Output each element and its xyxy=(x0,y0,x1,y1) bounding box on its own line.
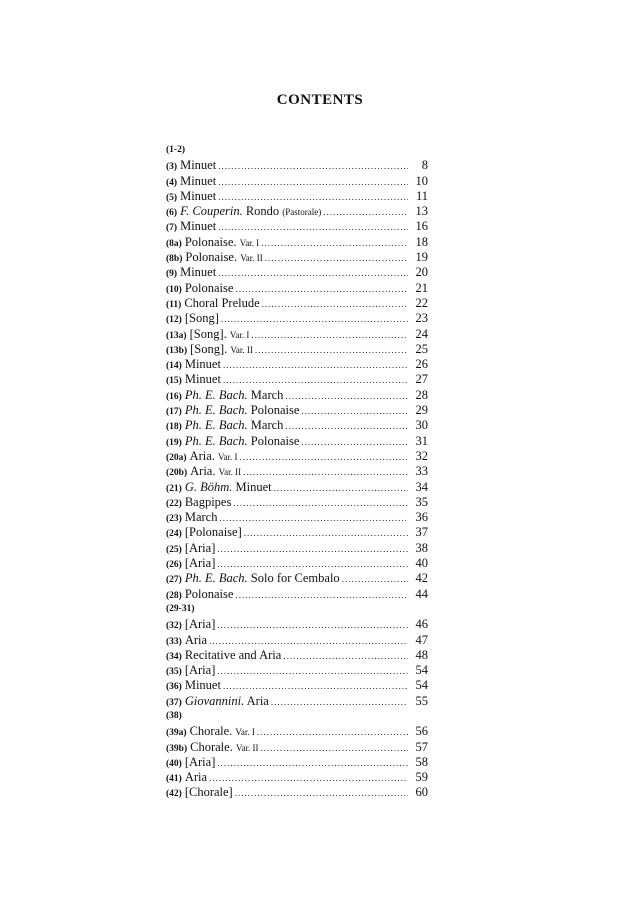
page-number: 60 xyxy=(415,785,428,800)
entry-title-group xyxy=(190,327,250,343)
entry-title-group xyxy=(185,250,262,266)
entry-title: Polonaise xyxy=(250,433,300,448)
toc-entry xyxy=(166,510,428,525)
entry-number: (1-2) xyxy=(166,145,185,155)
entry-composer: G. Böhm. xyxy=(184,479,233,494)
entry-title-group xyxy=(180,265,216,280)
toc-entry xyxy=(166,602,428,617)
entry-number: (34) xyxy=(166,651,182,662)
toc-entry xyxy=(166,189,428,204)
entry-title-group xyxy=(180,204,321,220)
entry-title: Recitative and Aria xyxy=(184,647,282,662)
entry-title: Minuet xyxy=(180,158,217,173)
entry-title-group xyxy=(185,525,242,540)
entry-title-group xyxy=(185,434,300,449)
entry-title-group xyxy=(185,357,221,372)
page-number: 46 xyxy=(415,617,428,632)
entry-title-group xyxy=(185,785,233,800)
dot-leader xyxy=(285,389,408,404)
dot-leader xyxy=(218,220,408,235)
dot-leader xyxy=(301,404,408,419)
contents-list xyxy=(166,143,428,801)
entry-variation: (Pastorale) xyxy=(282,207,322,218)
toc-entry xyxy=(166,648,428,663)
entry-title: Minuet xyxy=(180,173,217,188)
entry-title-group xyxy=(190,342,253,358)
entry-title: March xyxy=(184,510,218,525)
entry-title: Polonaise. xyxy=(184,234,237,249)
dot-leader xyxy=(218,175,408,190)
dot-leader xyxy=(233,496,408,511)
entry-title: [Chorale] xyxy=(184,785,233,800)
dot-leader xyxy=(217,542,408,557)
entry-title: [Aria] xyxy=(184,754,216,769)
entry-number: (17) xyxy=(166,407,182,418)
dot-leader xyxy=(219,511,408,526)
entry-number: (22) xyxy=(166,498,182,509)
entry-title-group xyxy=(185,617,216,632)
entry-title-group xyxy=(180,158,216,173)
entry-composer: Ph. E. Bach. xyxy=(184,433,248,448)
entry-number: (16) xyxy=(166,391,182,402)
dot-leader xyxy=(260,741,408,756)
entry-title: Polonaise. xyxy=(185,250,238,265)
entry-number: (15) xyxy=(166,376,182,387)
entry-title: Aria xyxy=(184,632,208,647)
toc-entry xyxy=(166,250,428,265)
entry-title-group xyxy=(185,587,234,602)
entry-number: (23) xyxy=(166,514,182,525)
page-number: 23 xyxy=(415,311,428,326)
entry-title: Minuet xyxy=(184,372,221,387)
entry-number: (27) xyxy=(166,575,182,586)
entry-title-group xyxy=(185,372,221,387)
entry-title-group xyxy=(185,755,216,770)
entry-title: Minuet xyxy=(235,479,272,494)
page-number: 19 xyxy=(415,250,428,265)
toc-entry xyxy=(166,633,428,648)
dot-leader xyxy=(235,282,408,297)
dot-leader xyxy=(265,251,408,266)
toc-entry xyxy=(166,464,428,479)
entry-title: [Polonaise] xyxy=(184,525,242,540)
entry-title: [Aria] xyxy=(184,556,216,571)
toc-entry xyxy=(166,480,428,495)
entry-number: (26) xyxy=(166,560,182,571)
entry-title-group xyxy=(185,480,272,495)
page-number: 38 xyxy=(415,540,428,555)
entry-variation: Var. I xyxy=(218,451,238,462)
entry-number: (18) xyxy=(166,422,182,433)
toc-entry xyxy=(166,158,428,173)
toc-entry xyxy=(166,296,428,311)
entry-title: Polonaise xyxy=(184,280,234,295)
page-number: 16 xyxy=(415,219,428,234)
dot-leader xyxy=(223,373,408,388)
entry-title-group xyxy=(185,235,259,251)
entry-title: Aria. xyxy=(189,448,215,463)
entry-title: [Aria] xyxy=(184,617,216,632)
toc-entry xyxy=(166,311,428,326)
toc-entry xyxy=(166,617,428,632)
dot-leader xyxy=(257,725,408,740)
entry-title-group xyxy=(184,296,259,311)
toc-entry xyxy=(166,678,428,693)
page-number: 34 xyxy=(415,479,428,494)
entry-title-group xyxy=(180,174,216,189)
entry-variation: Var. I xyxy=(229,329,250,340)
toc-entry xyxy=(166,724,428,739)
dot-leader xyxy=(217,557,408,572)
entry-number: (9) xyxy=(166,269,178,280)
entry-number: (28) xyxy=(166,590,182,601)
toc-entry xyxy=(166,265,428,280)
entry-variation: Var. I xyxy=(239,237,260,248)
dot-leader xyxy=(223,679,408,694)
dot-leader xyxy=(217,618,408,633)
entry-number: (41) xyxy=(166,774,182,785)
entry-composer: Ph. E. Bach. xyxy=(184,418,248,433)
entry-title-group xyxy=(185,678,221,693)
page-number: 27 xyxy=(415,372,428,387)
entry-number: (4) xyxy=(166,177,178,188)
page-number: 44 xyxy=(415,586,428,601)
page-number: 47 xyxy=(415,632,428,647)
entry-title-group xyxy=(185,541,216,556)
entry-title-group xyxy=(180,219,216,234)
entry-title-group xyxy=(185,571,340,586)
entry-number: (39b) xyxy=(166,743,188,754)
toc-entry xyxy=(166,418,428,433)
entry-number: (19) xyxy=(166,437,182,448)
entry-title: Minuet xyxy=(180,188,217,203)
entry-title-group xyxy=(185,388,284,403)
entry-title: Bagpipes xyxy=(184,494,232,509)
page-number: 37 xyxy=(415,525,428,540)
toc-entry xyxy=(166,556,428,571)
dot-leader xyxy=(271,695,408,710)
dot-leader xyxy=(240,450,408,465)
page-number: 54 xyxy=(415,663,428,678)
toc-entry xyxy=(166,694,428,709)
entry-title-group xyxy=(185,281,234,296)
toc-entry xyxy=(166,587,428,602)
entry-number: (13b) xyxy=(166,345,188,356)
entry-title: Aria xyxy=(184,770,208,785)
dot-leader xyxy=(285,419,408,434)
entry-composer: F. Couperin. xyxy=(180,204,243,219)
page-number: 48 xyxy=(415,647,428,662)
entry-number: (38) xyxy=(166,710,182,721)
page-number: 31 xyxy=(415,433,428,448)
page-number: 13 xyxy=(415,204,428,219)
toc-entry xyxy=(166,541,428,556)
entry-title: Minuet xyxy=(180,219,217,234)
entry-number: (8b) xyxy=(166,254,183,265)
entry-title-group xyxy=(185,403,300,418)
entry-variation: Var. II xyxy=(230,344,253,355)
entry-number: (8a) xyxy=(166,238,182,249)
page-number: 58 xyxy=(415,754,428,769)
toc-entry xyxy=(166,327,428,342)
entry-number: (42) xyxy=(166,789,182,800)
toc-entry xyxy=(166,357,428,372)
entry-title: [Song]. xyxy=(190,341,228,356)
page-number: 10 xyxy=(415,173,428,188)
page-number: 21 xyxy=(415,280,428,295)
dot-leader xyxy=(221,312,408,327)
toc-entry xyxy=(166,143,428,158)
toc-entry xyxy=(166,709,428,724)
entry-title-group xyxy=(185,694,269,709)
entry-title: Aria. xyxy=(190,464,216,479)
entry-variation: Var. I xyxy=(235,727,255,738)
entry-title: Chorale. xyxy=(189,724,233,739)
dot-leader xyxy=(262,297,408,312)
page-number: 54 xyxy=(415,678,428,693)
entry-title-group xyxy=(185,648,282,663)
dot-leader xyxy=(261,236,408,251)
page-number: 57 xyxy=(415,739,428,754)
dot-leader xyxy=(301,435,408,450)
dot-leader xyxy=(251,328,408,343)
dot-leader xyxy=(209,771,408,786)
entry-composer: Ph. E. Bach. xyxy=(184,403,248,418)
toc-entry xyxy=(166,281,428,296)
entry-composer: Ph. E. Bach. xyxy=(184,571,248,586)
page-number: 11 xyxy=(415,188,428,203)
entry-title: [Song] xyxy=(184,311,219,326)
page-number: 29 xyxy=(415,403,428,418)
page-number: 18 xyxy=(415,234,428,249)
entry-title-group xyxy=(190,740,258,756)
entry-title-group xyxy=(185,633,207,648)
entry-title: Choral Prelude xyxy=(184,295,260,310)
entry-number: (11) xyxy=(166,299,182,310)
toc-entry xyxy=(166,495,428,510)
page-number: 36 xyxy=(415,510,428,525)
page-number: 40 xyxy=(415,556,428,571)
entry-title: Rondo xyxy=(245,204,280,219)
entry-number: (21) xyxy=(166,483,182,494)
entry-title-group xyxy=(190,724,255,740)
dot-leader xyxy=(223,358,408,373)
page-number: 30 xyxy=(415,418,428,433)
dot-leader xyxy=(323,205,408,220)
toc-entry xyxy=(166,525,428,540)
entry-number: (33) xyxy=(166,636,182,647)
page-number: 33 xyxy=(415,464,428,479)
entry-title-group xyxy=(185,418,284,433)
entry-composer: Giovannini. xyxy=(184,693,245,708)
dot-leader xyxy=(243,465,408,480)
entry-title: [Aria] xyxy=(184,663,216,678)
dot-leader xyxy=(244,526,408,541)
entry-number: (5) xyxy=(166,192,178,203)
entry-title: March xyxy=(250,387,284,402)
entry-variation: Var. II xyxy=(218,467,242,478)
toc-entry xyxy=(166,740,428,755)
entry-title: [Aria] xyxy=(184,540,216,555)
toc-entry xyxy=(166,785,428,800)
dot-leader xyxy=(218,266,408,281)
entry-number: (35) xyxy=(166,667,182,678)
dot-leader xyxy=(217,664,408,679)
entry-variation: Var. II xyxy=(235,742,259,753)
page-number: 24 xyxy=(415,326,428,341)
dot-leader xyxy=(274,481,408,496)
page-number: 35 xyxy=(415,494,428,509)
page-number: 42 xyxy=(415,571,428,586)
entry-number: (3) xyxy=(166,162,178,173)
toc-entry xyxy=(166,571,428,586)
page-number: 20 xyxy=(415,265,428,280)
entry-number: (6) xyxy=(166,208,178,219)
toc-entry xyxy=(166,755,428,770)
page-number: 59 xyxy=(415,770,428,785)
dot-leader xyxy=(217,756,408,771)
entry-number: (37) xyxy=(166,697,182,708)
entry-number: (25) xyxy=(166,544,182,555)
toc-entry xyxy=(166,372,428,387)
entry-number: (20a) xyxy=(166,452,187,463)
entry-title-group xyxy=(185,495,232,510)
entry-title: Minuet xyxy=(184,357,221,372)
toc-entry xyxy=(166,174,428,189)
entry-variation: Var. II xyxy=(240,253,263,264)
entry-title: [Song]. xyxy=(189,326,227,341)
dot-leader xyxy=(209,634,408,649)
entry-number: (7) xyxy=(166,223,178,234)
entry-title: Minuet xyxy=(180,265,217,280)
page-title: CONTENTS xyxy=(276,92,364,108)
page-number: 32 xyxy=(415,448,428,463)
entry-title: Minuet xyxy=(184,678,221,693)
toc-entry xyxy=(166,403,428,418)
dot-leader xyxy=(342,572,408,587)
page-number: 22 xyxy=(415,295,428,310)
toc-entry xyxy=(166,204,428,219)
entry-number: (40) xyxy=(166,758,182,769)
entry-number: (29-31) xyxy=(166,603,195,614)
toc-entry xyxy=(166,434,428,449)
entry-number: (32) xyxy=(166,621,182,632)
entry-title: Chorale. xyxy=(190,739,233,754)
entry-title: Solo for Cembalo xyxy=(250,571,340,586)
entry-title-group xyxy=(190,464,241,480)
entry-title: Aria xyxy=(246,693,269,708)
toc-entry xyxy=(166,770,428,785)
entry-title-group xyxy=(190,449,238,465)
toc-entry xyxy=(166,388,428,403)
entry-title-group xyxy=(185,510,218,525)
entry-title-group xyxy=(180,189,216,204)
toc-entry xyxy=(166,449,428,464)
entry-number: (10) xyxy=(166,284,182,295)
entry-composer: Ph. E. Bach. xyxy=(184,387,248,402)
toc-entry xyxy=(166,342,428,357)
entry-title-group xyxy=(185,311,219,326)
page-number: 25 xyxy=(415,341,428,356)
entry-number: (13a) xyxy=(166,330,187,341)
entry-title: March xyxy=(250,418,284,433)
page-number: 28 xyxy=(415,387,428,402)
toc-entry xyxy=(166,235,428,250)
page-number: 56 xyxy=(415,724,428,739)
dot-leader xyxy=(218,159,408,174)
page-number: 26 xyxy=(415,357,428,372)
page-number: 8 xyxy=(421,158,428,173)
dot-leader xyxy=(218,190,408,205)
dot-leader xyxy=(283,649,408,664)
toc-entry xyxy=(166,219,428,234)
page-number: 55 xyxy=(415,693,428,708)
entry-number: (39a) xyxy=(166,728,187,739)
entry-number: (36) xyxy=(166,682,182,693)
entry-title: Polonaise xyxy=(184,586,234,601)
dot-leader xyxy=(235,588,408,603)
toc-entry xyxy=(166,663,428,678)
entry-title-group xyxy=(185,770,207,785)
dot-leader xyxy=(235,786,408,801)
entry-number: (12) xyxy=(166,315,182,326)
entry-number: (20b) xyxy=(166,468,188,479)
entry-number: (14) xyxy=(166,361,182,372)
dot-leader xyxy=(255,343,408,358)
entry-title-group xyxy=(185,556,216,571)
entry-title: Polonaise xyxy=(250,403,300,418)
entry-number: (24) xyxy=(166,529,182,540)
entry-title-group xyxy=(185,663,216,678)
